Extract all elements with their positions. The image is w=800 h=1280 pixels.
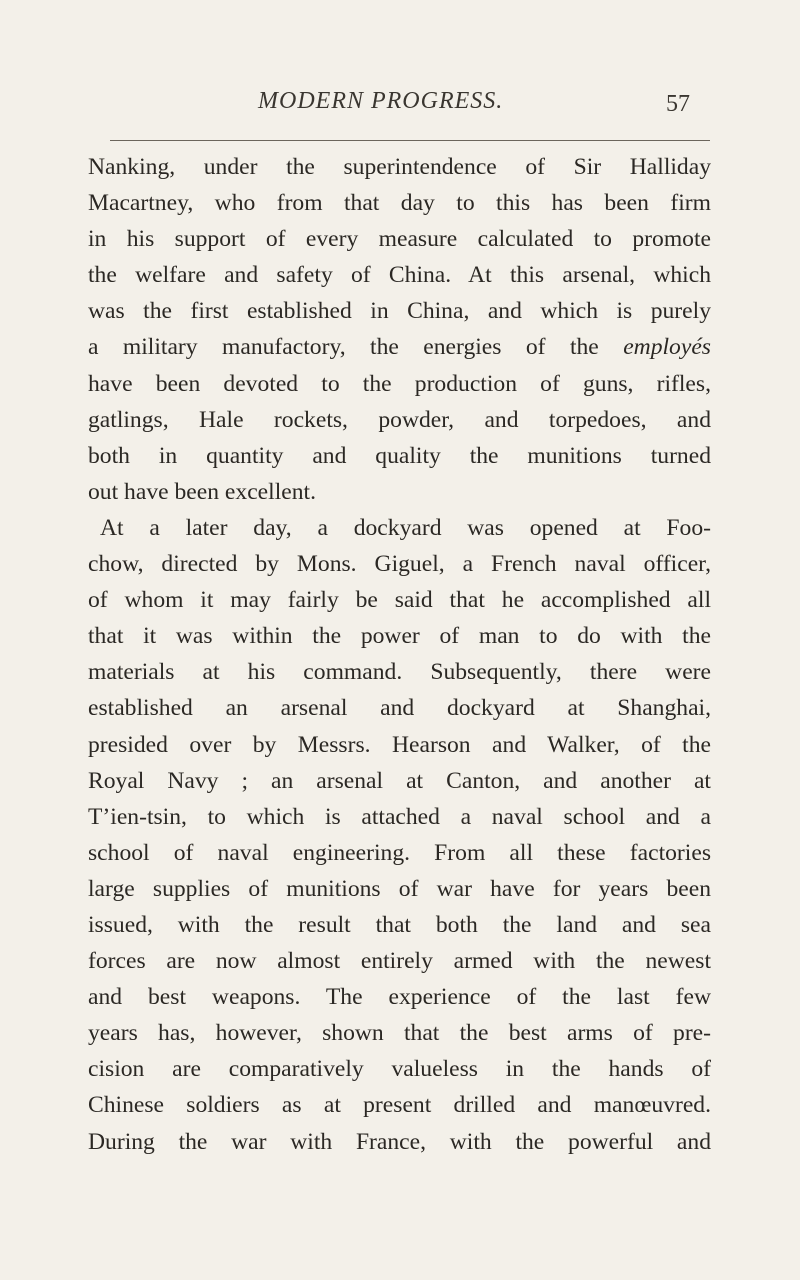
text-line: that it was within the power of man to do with the: [88, 623, 711, 650]
text-line: cision are comparatively valueless in the hands of: [88, 1056, 711, 1083]
text-line: During the war with France, with the powerful and: [88, 1128, 711, 1155]
text-line: Macartney, who from that day to this has been firm: [88, 190, 711, 217]
text-line: school of naval engineering. From all these factories: [88, 839, 711, 866]
text-line: Nanking, under the superintendence of Sir Halliday: [88, 154, 711, 180]
running-head: [0, 88, 800, 124]
running-head-title: MODERN PROGRESS.: [258, 88, 504, 114]
text-line-with-italic: [88, 329, 711, 365]
text-line: Chinese soldiers as at present drilled and manœuvred.: [88, 1092, 711, 1119]
text-line: and best weapons. The experience of the last few: [88, 984, 711, 1011]
text-line: large supplies of munitions of war have for years been: [88, 875, 711, 902]
text-line: chow, directed by Mons. Giguel, a French naval officer,: [88, 551, 711, 578]
text-line: materials at his command. Subsequently, there were: [88, 659, 711, 686]
text-line: presided over by Messrs. Hearson and Walker, of the: [88, 731, 711, 758]
text-line: T’ien-tsin, to which is attached a naval school and a: [88, 803, 711, 830]
text-line: have been devoted to the production of guns, rifles,: [88, 370, 711, 397]
text-line: out have been excellent.: [88, 478, 316, 505]
text-line-segment: a military manufactory, the energies of the: [88, 334, 599, 361]
text-line: gatlings, Hale rockets, powder, and torpedoes, and: [88, 406, 711, 433]
text-line: issued, with the result that both the land and sea: [88, 911, 711, 938]
text-line: of whom it may fairly be said that he accomplished all: [88, 587, 711, 614]
text-line: At a later day, a dockyard was opened at Foo-: [100, 514, 711, 541]
text-line: years has, however, shown that the best arms of pre-: [88, 1020, 711, 1047]
italic-word: employés: [623, 334, 711, 361]
text-line: was the first established in China, and which is purely: [88, 298, 711, 325]
text-line: Royal Navy ; an arsenal at Canton, and another at: [88, 767, 711, 794]
page-number: 57: [666, 91, 690, 117]
text-line: the welfare and safety of China. At this arsenal, which: [88, 262, 711, 289]
text-line: established an arsenal and dockyard at Shanghai,: [88, 695, 711, 722]
text-line: in his support of every measure calculated to promote: [88, 226, 711, 253]
text-line: both in quantity and quality the munitions turned: [88, 442, 711, 469]
body-text: [88, 149, 711, 1160]
header-rule: [110, 140, 710, 141]
text-line: forces are now almost entirely armed with the newest: [88, 948, 711, 975]
